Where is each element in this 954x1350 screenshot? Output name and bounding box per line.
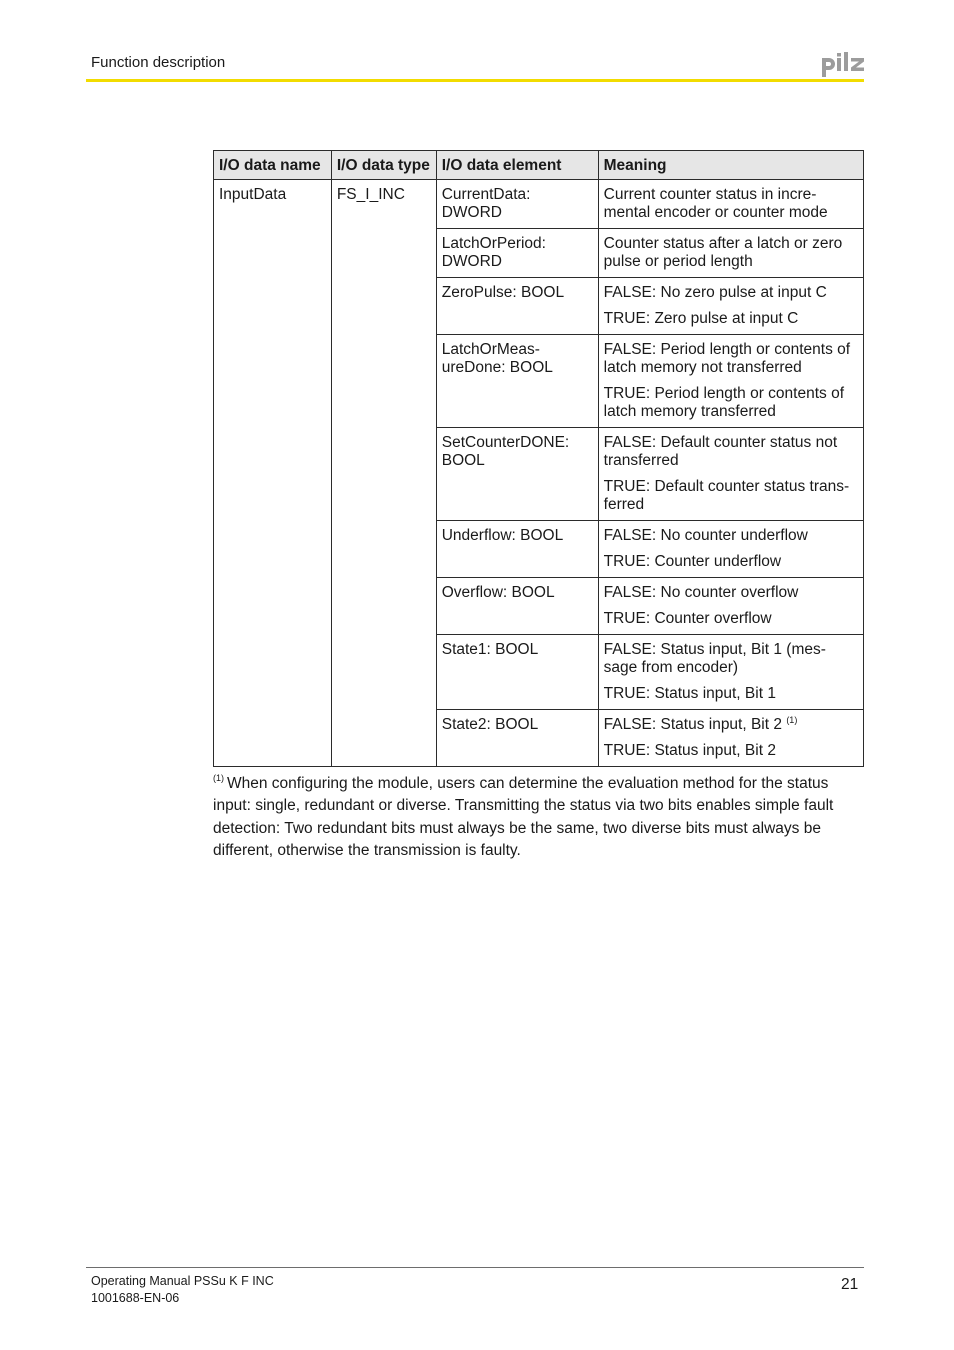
io-data-element-cell: Underflow: BOOL [436,521,598,578]
meaning-cell [598,335,863,428]
meaning-cell [598,229,863,278]
io-data-name-cell: InputData [214,180,332,767]
meaning-line: Current counter status in incre-mental encoder or counter mode [603,186,828,221]
footnote-marker: (1) [213,773,224,783]
footer-doc-number: 1001688-EN-06 [91,1291,180,1305]
header-rule [86,79,864,82]
io-data-element-cell: State2: BOOL [436,710,598,767]
io-data-element-cell: LatchOrPeriod: DWORD [436,229,598,278]
meaning-line: FALSE: Period length or contents of latch memory not transferred [603,341,851,376]
page-header-title: Function description [91,54,226,71]
column-header-io-data-name: I/O data name [214,151,332,180]
footer-rule [86,1267,864,1268]
meaning-line: TRUE: Default counter status trans-ferred [603,478,850,513]
io-data-element-cell: ZeroPulse: BOOL [436,278,598,335]
meaning-line: FALSE: No counter underflow [603,527,808,544]
meaning-line: TRUE: Status input, Bit 1 [603,685,776,702]
meaning-cell [598,635,863,710]
meaning-cell [598,710,863,767]
meaning-line: TRUE: Zero pulse at input C [603,310,799,327]
meaning-cell [598,578,863,635]
meaning-line: FALSE: Status input, Bit 1 (mes-sage from encoder) [603,641,826,676]
io-data-element-cell: SetCounterDONE: BOOL [436,428,598,521]
page-number: 21 [841,1276,859,1293]
meaning-cell [598,278,863,335]
table-header-row [214,151,864,180]
footer-manual-title: Operating Manual PSSu K F INC [91,1274,274,1288]
meaning-line: TRUE: Counter overflow [603,610,772,627]
meaning-line: TRUE: Status input, Bit 2 [603,742,776,759]
meaning-line: TRUE: Period length or contents of latch memory transferred [603,385,845,420]
footnote-reference: (1) [786,715,798,725]
io-data-element-cell: State1: BOOL [436,635,598,710]
meaning-cell [598,521,863,578]
column-header-io-data-type: I/O data type [331,151,436,180]
meaning-cell [598,180,863,229]
meaning-cell [598,428,863,521]
footer-document-info [91,1273,274,1307]
meaning-line: FALSE: Default counter status not transferred [603,434,838,469]
pilz-logo [820,52,866,78]
meaning-line: FALSE: No counter overflow [603,584,799,601]
meaning-line: TRUE: Counter underflow [603,553,782,570]
column-header-io-data-element: I/O data element [436,151,598,180]
footnote [213,773,865,862]
meaning-line-text: FALSE: Status input, Bit 2 [603,716,782,733]
io-data-type-cell: FS_I_INC [331,180,436,767]
io-data-element-cell: Overflow: BOOL [436,578,598,635]
io-data-element-cell: LatchOrMeas-ureDone: BOOL [436,335,598,428]
meaning-line [604,716,858,734]
io-data-element-cell: CurrentData: DWORD [436,180,598,229]
meaning-line: FALSE: No zero pulse at input C [603,284,827,301]
io-data-table [213,150,864,767]
column-header-meaning: Meaning [598,151,863,180]
footnote-text: When configuring the module, users can determine the evaluation method for the status input: single, redundant or diverse. Transmitting the status via two bits enables simple fault detection: Two redundant bits must always be the same, two diverse bits must always be different, otherwise the transmission is faulty. [213,775,834,859]
table-row [214,180,864,229]
meaning-line: Counter status after a latch or zero pulse or period length [603,235,843,270]
